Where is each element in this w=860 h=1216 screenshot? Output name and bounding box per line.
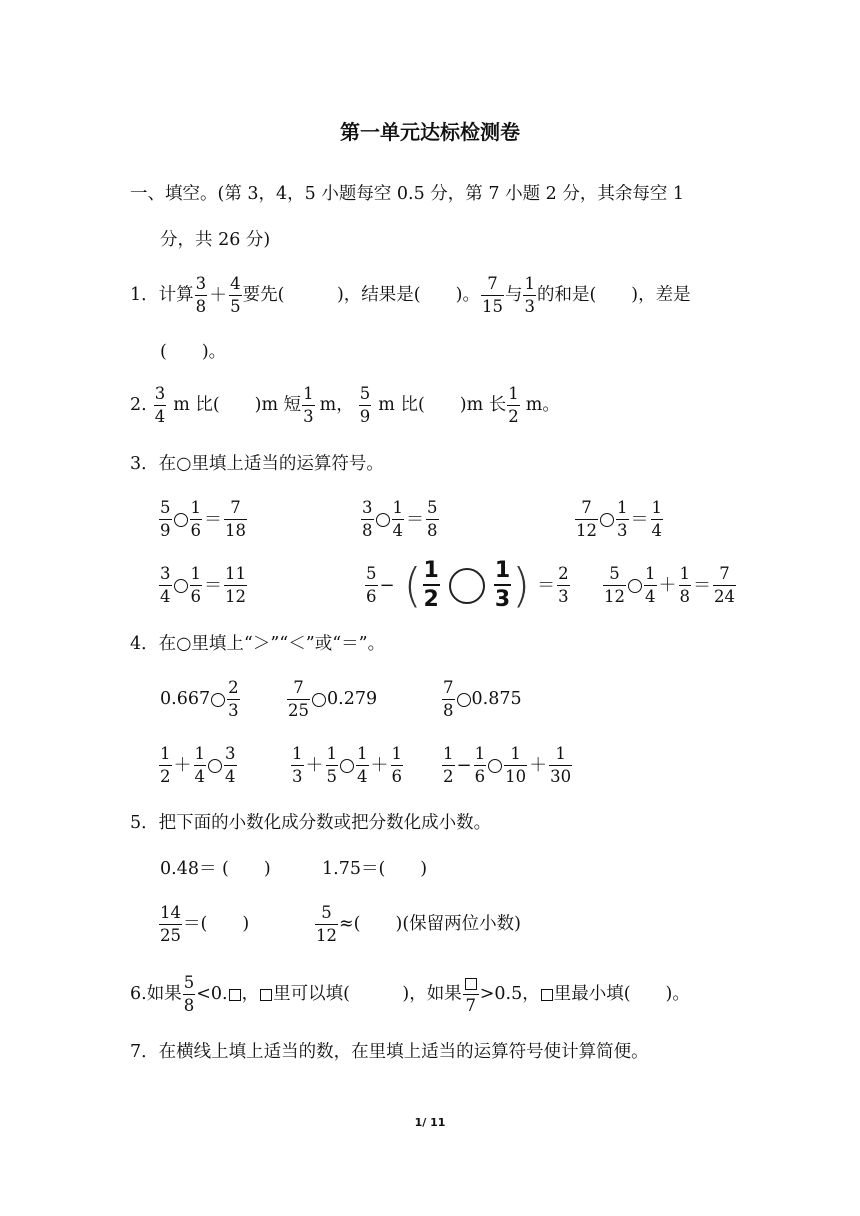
q1-text-4: 的和是( )，差是: [536, 284, 691, 305]
fraction: [507, 386, 520, 425]
fraction: [463, 975, 479, 1014]
denominator: 3: [558, 586, 569, 606]
answer-circle[interactable]: [312, 693, 326, 707]
answer-circle[interactable]: [376, 513, 390, 527]
fraction: [361, 500, 374, 539]
plus-sign: ＋: [173, 754, 192, 776]
denominator: 6: [474, 766, 486, 786]
denominator: 2: [160, 766, 171, 786]
numerator: 1: [159, 746, 172, 766]
fraction: [426, 500, 439, 539]
q5-item-1: 0.48＝ ( ): [160, 859, 271, 879]
q6-text-3: ，: [241, 983, 260, 1004]
fraction: [356, 746, 369, 785]
numerator: 7: [481, 276, 504, 296]
denominator: 4: [645, 586, 656, 606]
q5-item-4: [314, 905, 521, 944]
q5-item-4-text: ≈( )(保留两位小数): [339, 913, 521, 934]
fraction: [616, 500, 629, 539]
plus-sign: ＋: [658, 574, 677, 596]
fraction: [523, 276, 536, 315]
left-paren: (: [403, 558, 422, 613]
q2-text-1: m 比( )m 短: [173, 394, 302, 415]
question-6: [130, 975, 690, 1014]
denominator: 4: [160, 586, 171, 606]
plus-sign: ＋: [370, 754, 389, 776]
denominator: 3: [303, 406, 314, 426]
q1-text-1: 计算: [158, 284, 194, 305]
fraction: [679, 566, 692, 605]
fraction: [224, 746, 237, 785]
numerator: 1: [644, 566, 657, 586]
q3-expr-5: [364, 560, 571, 611]
q6-text-2: <0.: [196, 983, 228, 1004]
numerator-box[interactable]: [463, 975, 479, 995]
numerator: 1: [391, 746, 404, 766]
numerator: 5: [365, 566, 378, 586]
fraction: [159, 905, 182, 944]
fraction: [392, 500, 405, 539]
denominator: 12: [604, 586, 625, 606]
q4-expr-1: [160, 680, 241, 719]
fraction: [224, 500, 247, 539]
fraction: [481, 276, 504, 315]
equals-sign: ＝: [204, 508, 222, 530]
answer-circle[interactable]: [600, 513, 614, 527]
numerator: 1: [392, 500, 405, 520]
numerator: 5: [315, 905, 338, 925]
denominator: 9: [160, 520, 171, 540]
denominator: 25: [288, 700, 309, 720]
numerator: 1: [291, 746, 304, 766]
numerator: 1: [549, 746, 572, 766]
fraction: [229, 276, 242, 315]
q3-expr-2: [360, 500, 440, 539]
fraction: [287, 680, 310, 719]
denominator: 3: [228, 700, 239, 720]
equals-sign: ＝: [630, 508, 649, 530]
q4-expr-3: [441, 680, 522, 719]
denominator: 12: [316, 925, 337, 945]
answer-box[interactable]: [229, 989, 241, 1001]
answer-circle[interactable]: [457, 693, 471, 707]
equals-sign: ＝: [204, 574, 222, 596]
q6-text-4: 里可以填( )，如果: [273, 983, 462, 1004]
denominator: 24: [714, 586, 735, 606]
denominator: 30: [550, 766, 572, 786]
numerator: 7: [713, 566, 736, 586]
section-heading-cont: 分，共 26 分): [160, 230, 271, 250]
answer-circle[interactable]: [449, 568, 485, 604]
fraction: [291, 746, 304, 785]
denominator: 8: [362, 520, 373, 540]
question-1: [130, 276, 691, 315]
q4-expr-4: [158, 746, 238, 785]
numerator: 1: [494, 560, 511, 586]
square-symbol: [541, 989, 553, 1001]
fraction: [603, 566, 626, 605]
fraction: [644, 566, 657, 605]
numerator: 1: [194, 746, 207, 766]
fraction: [302, 386, 315, 425]
numerator: 5: [426, 500, 439, 520]
q2-text-3: m 比( )m 长: [378, 394, 507, 415]
page-number: 1/ 11: [414, 1116, 446, 1129]
denominator: 12: [576, 520, 597, 540]
numerator: 1: [302, 386, 315, 406]
denominator: 15: [481, 296, 503, 316]
fraction: [224, 566, 247, 605]
decimal: 0.279: [327, 688, 378, 709]
plus-sign: ＋: [305, 754, 324, 776]
question-3: 3．在○里填上适当的运算符号。: [130, 454, 384, 474]
fraction: [359, 386, 372, 425]
answer-circle[interactable]: [628, 579, 642, 593]
fraction: [442, 746, 455, 785]
q6-text-6: 里最小填( )。: [553, 983, 690, 1004]
q3-expr-4: [158, 566, 248, 605]
denominator: 2: [423, 587, 439, 612]
denominator: 4: [357, 766, 368, 786]
numerator: 14: [159, 905, 182, 925]
right-paren: ): [512, 558, 531, 613]
q3-expr-6: [602, 566, 737, 605]
fraction: [326, 746, 339, 785]
denominator: 10: [505, 766, 527, 786]
answer-circle[interactable]: [340, 759, 354, 773]
numerator: 1: [504, 746, 527, 766]
numerator: 3: [159, 566, 172, 586]
denominator: 8: [183, 995, 195, 1015]
fraction: [195, 276, 208, 315]
fraction: [504, 746, 527, 785]
denominator: 8: [195, 296, 207, 316]
fraction: [159, 566, 172, 605]
fraction: [190, 500, 203, 539]
denominator: 6: [366, 586, 377, 606]
page-title: 第一单元达标检测卷: [340, 120, 520, 144]
fraction: [190, 566, 203, 605]
equals-sign: ＝: [406, 508, 424, 530]
fraction: [154, 386, 167, 425]
answer-circle[interactable]: [211, 693, 225, 707]
numerator: 3: [195, 276, 208, 296]
numerator: 1: [616, 500, 629, 520]
equals-sign: ＝: [537, 574, 556, 596]
denominator: 8: [427, 520, 438, 540]
denominator: 4: [194, 766, 205, 786]
denominator: 3: [617, 520, 628, 540]
denominator: 6: [190, 586, 201, 606]
numerator: 7: [287, 680, 310, 700]
denominator: 2: [443, 766, 454, 786]
q5-item-3-text: ＝( ): [183, 913, 250, 934]
numerator: 1: [507, 386, 520, 406]
question-2: [130, 386, 560, 425]
numerator: 2: [227, 680, 240, 700]
q5-item-2: 1.75＝( ): [322, 859, 428, 879]
numerator: 1: [523, 276, 536, 296]
equals-sign: ＝: [693, 574, 711, 596]
fraction: [651, 500, 664, 539]
fraction: [227, 680, 240, 719]
numerator: 3: [154, 386, 167, 406]
answer-circle[interactable]: [174, 513, 188, 527]
question-4: 4．在○里填上“＞”“＜”或“＝”。: [130, 634, 386, 654]
numerator: 7: [442, 680, 455, 700]
numerator: 1: [651, 500, 664, 520]
fraction: [365, 566, 378, 605]
plus-sign: ＋: [209, 284, 228, 306]
numerator: 5: [159, 500, 172, 520]
numerator: 4: [229, 276, 242, 296]
denominator: 9: [359, 406, 371, 426]
q2-text-2: m，: [319, 394, 354, 415]
minus-sign: −: [379, 574, 395, 596]
denominator: 6: [391, 766, 402, 786]
numerator: 5: [359, 386, 372, 406]
fraction: [474, 746, 487, 785]
denominator: 7: [465, 995, 476, 1015]
numerator: 5: [603, 566, 626, 586]
denominator: 6: [190, 520, 201, 540]
q6-number: 6.: [130, 983, 147, 1004]
q5-item-3: [158, 905, 249, 944]
section-heading: 一、填空。(第 3，4，5 小题每空 0.5 分，第 7 小题 2 分，其余每空 1: [130, 184, 685, 204]
fraction: [494, 560, 511, 611]
q3-expr-3: [574, 500, 664, 539]
minus-sign: −: [456, 754, 472, 776]
q6-text-5: >0.5，: [479, 983, 540, 1004]
fraction: [159, 500, 172, 539]
numerator: 3: [361, 500, 374, 520]
answer-circle[interactable]: [488, 759, 502, 773]
denominator: 5: [326, 766, 337, 786]
denominator: 12: [225, 586, 246, 606]
numerator: 1: [356, 746, 369, 766]
fraction: [391, 746, 404, 785]
q1-number: 1．: [130, 284, 159, 305]
numerator: 1: [474, 746, 487, 766]
fraction: [194, 746, 207, 785]
decimal: 0.667: [160, 688, 211, 709]
plus-sign: ＋: [529, 754, 548, 776]
denominator: 18: [225, 520, 246, 540]
denominator: 4: [154, 406, 166, 426]
q1-text-3: 与: [504, 284, 523, 305]
numerator: 11: [224, 566, 247, 586]
q1-continuation: ( )。: [160, 342, 227, 362]
numerator: 1: [423, 560, 440, 586]
question-7: 7．在横线上填上适当的数，在里填上适当的运算符号使计算简便。: [130, 1042, 649, 1062]
fraction: [159, 746, 172, 785]
denominator: 2: [508, 406, 519, 426]
fraction: [575, 500, 598, 539]
q6-text-1: 如果: [146, 983, 182, 1004]
decimal: 0.875: [471, 688, 522, 709]
answer-circle[interactable]: [208, 759, 222, 773]
answer-circle[interactable]: [174, 579, 188, 593]
fraction: [442, 680, 455, 719]
q2-number: 2.: [130, 394, 147, 415]
question-5: 5．把下面的小数化成分数或把分数化成小数。: [130, 813, 492, 833]
fraction: [423, 560, 440, 611]
numerator: 1: [326, 746, 339, 766]
denominator: 25: [160, 925, 181, 945]
numerator: 1: [442, 746, 455, 766]
denominator: 4: [392, 520, 403, 540]
denominator: 8: [443, 700, 454, 720]
numerator: 7: [575, 500, 598, 520]
numerator: 7: [224, 500, 247, 520]
numerator: 2: [557, 566, 570, 586]
denominator: 5: [230, 296, 241, 316]
q3-expr-1: [158, 500, 248, 539]
fraction: [549, 746, 572, 785]
denominator: 3: [292, 766, 303, 786]
denominator: 3: [524, 296, 535, 316]
fraction: [183, 975, 196, 1014]
numerator: 3: [224, 746, 237, 766]
q4-expr-5: [290, 746, 404, 785]
fraction: [315, 905, 338, 944]
numerator: 1: [190, 500, 203, 520]
denominator: 3: [494, 587, 511, 612]
q4-expr-6: [441, 746, 573, 785]
numerator: 1: [190, 566, 203, 586]
q1-text-2: 要先( )，结果是( )。: [242, 284, 480, 305]
denominator: 4: [651, 520, 662, 540]
fraction: [713, 566, 736, 605]
q4-expr-2: [286, 680, 377, 719]
numerator: 1: [679, 566, 692, 586]
square-symbol: [260, 989, 272, 1001]
fraction: [557, 566, 570, 605]
denominator: 4: [225, 766, 236, 786]
q2-text-4: m。: [525, 394, 560, 415]
numerator: 5: [183, 975, 196, 995]
denominator: 8: [679, 586, 690, 606]
